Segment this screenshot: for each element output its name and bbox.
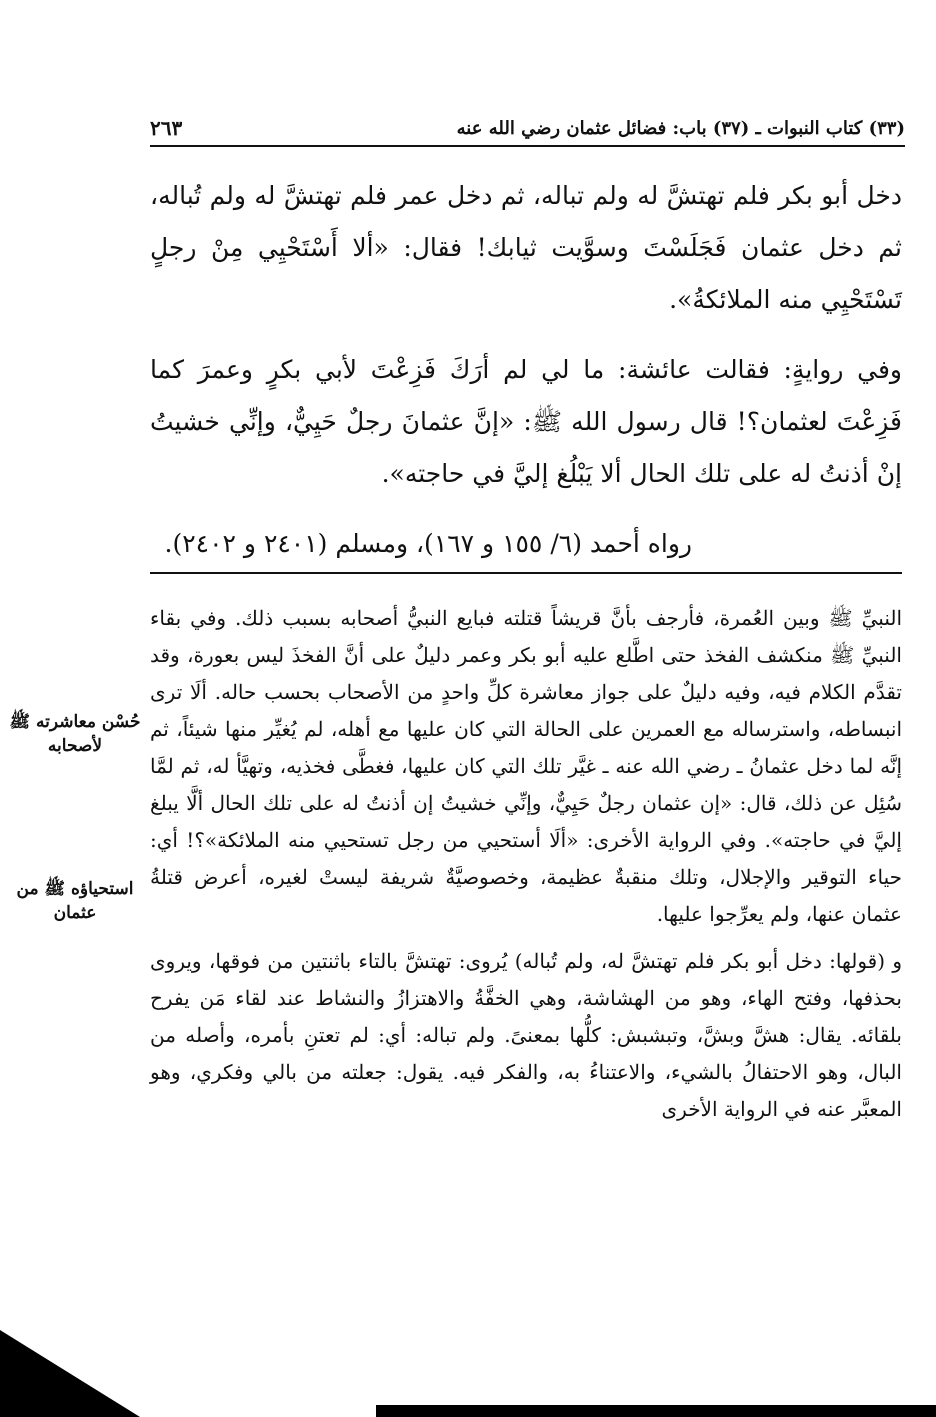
chapter-title: (٣٣) كتاب النبوات ـ (٣٧) باب: فضائل عثمان رضي الله عنه	[456, 117, 905, 139]
hadith-citation: رواه أحمد (٦/ ١٥٥ و ١٦٧)، ومسلم (٢٤٠١ و ٢٤٠٢).	[164, 529, 692, 558]
page-number: ٢٦٣	[150, 116, 183, 140]
margin-note-1: حُسْن معاشرته ﷺ لأصحابه	[9, 712, 141, 756]
commentary-paragraph-2: و (قولها: دخل أبو بكر فلم تهتشَّ له، ولم تُباله) يُروى: تهتشَّ بالتاء باثنتين من فوقها، ويروى بحذفها، وفتح الهاء، وهو من الهشاشة، وهي الخفَّةُ والاهتزازُ والنشاط عند لقاء مَن يفرح بلقائه. يقال: هشَّ وبشَّ، وتبشبش: كلُّها بمعنىً. ولم تباله: أي: لم تعتنِ بأمره، وأصله من البال، وهو الاحتفالُ بالشيء، والاعتناءُ به، والفكر فيه. يقول: جعلته من بالي وفكري، وهو المعبَّر عنه في الرواية الأخرى	[150, 949, 902, 1121]
header-rule	[150, 145, 905, 147]
scan-shadow-corner	[0, 1330, 140, 1417]
hadith-text	[150, 170, 902, 570]
commentary-paragraph-1: النبيِّ ﷺ وبين العُمرة، فأرجف بأنَّ قريشاً قتلته فبايع النبيُّ أصحابه بسبب ذلك. وفي بقاء النبيِّ ﷺ منكشف الفخذ حتى اطَّلع عليه أبو بكر وعمر دليلٌ على أنَّ الفخذَ ليس بعورة، وقد تقدَّم الكلام فيه، وفيه دليلٌ على جواز معاشرة كلِّ واحدٍ من الأصحاب بحسب حاله. ألَا ترى انبساطه، واسترساله مع العمرين على الحالة التي كان عليها مع أهله، لم يُغيِّر منها شيئاً، ثم إنَّه لما دخل عثمانُ ـ رضي الله عنه ـ غيَّر تلك التي كان عليها، فغطَّى فخذيه، وتهيَّأ له، ثم لمَّا سُئِل عن ذلك، قال: «إن عثمان رجلٌ حَيِيٌّ، وإنِّي خشيتُ إن أذنتُ له على تلك الحال ألَّا يبلغ إليَّ في حاجته». وفي الرواية الأخرى: «ألَا أستحيي من رجل تستحيي منه الملائكة»؟! أي: حياء التوقير والإجلال، وتلك منقبةٌ عظيمة، وخصوصيَّةٌ شريفة ليستْ لغيره، أعرض قتلةُ عثمان عنها، ولم يعرِّجوا عليها.	[150, 606, 902, 926]
margin-note-2: استحياؤه ﷺ من عثمان	[16, 879, 134, 923]
hadith-paragraph-1: دخل أبو بكر فلم تهتشَّ له ولم تباله، ثم دخل عمر فلم تهتشَّ له ولم تُباله، ثم دخل عثمان فَجَلَسْتَ وسوَّيت ثيابك! فقال: «ألا أَسْتَحْيِي مِنْ رجلٍ تَسْتَحْيِي منه الملائكةُ».	[150, 181, 902, 314]
scan-shadow-strip	[376, 1405, 936, 1417]
commentary-text	[150, 600, 902, 1128]
hadith-paragraph-2: وفي روايةٍ: فقالت عائشة: ما لي لم أرَكَ فَزِعْتَ لأبي بكرٍ وعمرَ كما فَزِعْتَ لعثمان؟! قال رسول الله ﷺ: «إنَّ عثمانَ رجلٌ حَيِيٌّ، وإنِّي خشيتُ إنْ أذنتُ له على تلك الحال ألا يَبْلُغ إليَّ في حاجته».	[150, 355, 902, 488]
section-divider	[150, 572, 902, 574]
running-header	[150, 112, 905, 144]
